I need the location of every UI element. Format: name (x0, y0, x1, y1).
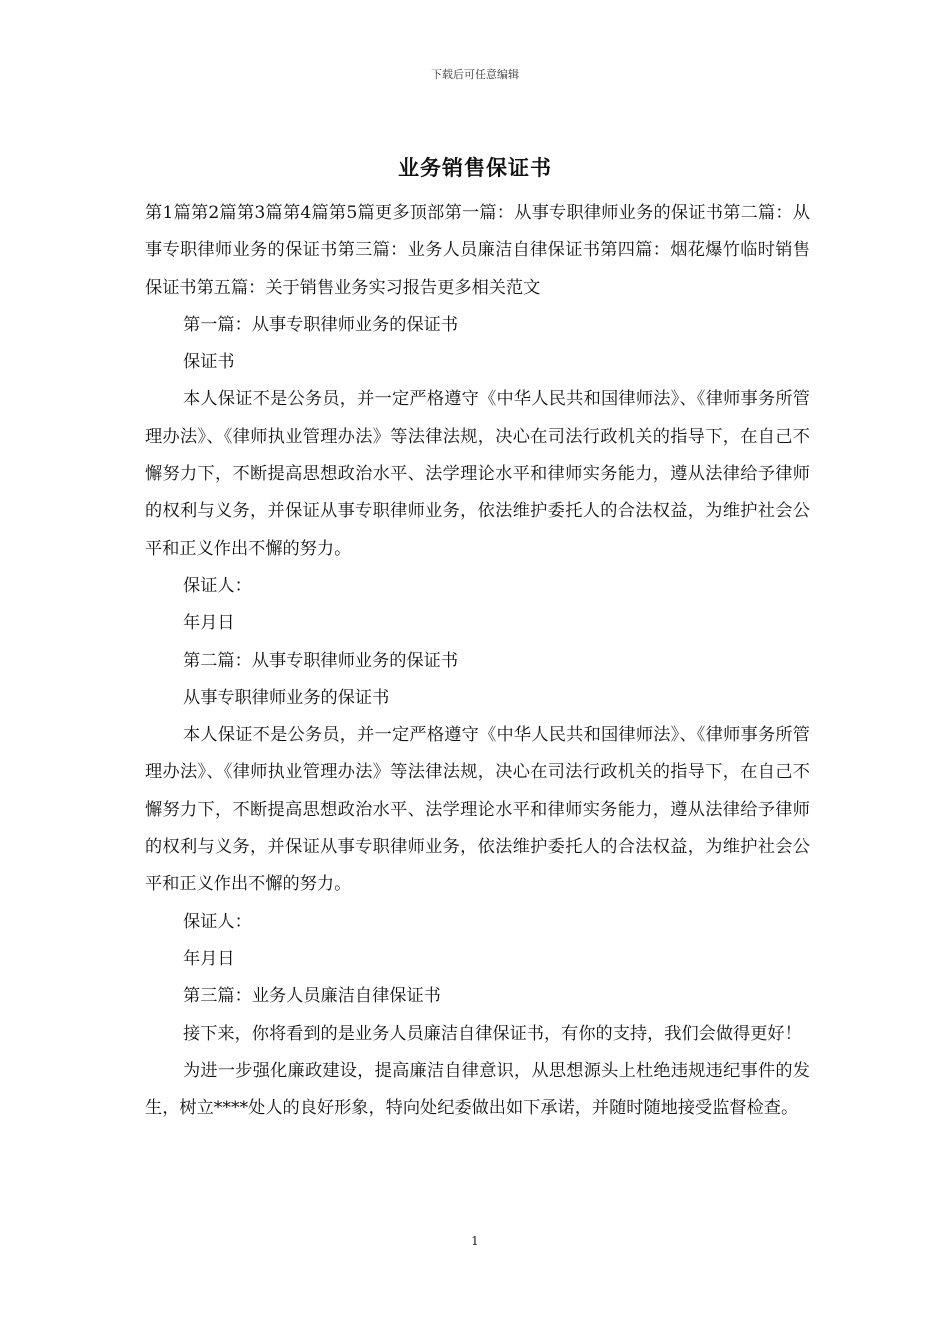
section-3-intro: 接下来，你将看到的是业务人员廉洁自律保证书，有你的支持，我们会做得更好！ (183, 1023, 802, 1044)
section-2-date-label: 年月日 (183, 948, 235, 969)
section-1-subtitle: 保证书 (183, 352, 235, 373)
section-1-date-label: 年月日 (183, 613, 235, 634)
table-of-contents-paragraph: 第1篇第2篇第3篇第4篇第5篇更多顶部第一篇：从事专职律师业务的保证书第二篇：从事专职律师业务的保证书第三篇：业务人员廉洁自律保证书第四篇：烟花爆竹临时销售保证书第五篇：关于销售业务实习报告更多相关范文 (145, 203, 810, 298)
section-3-heading: 第三篇：业务人员廉洁自律保证书 (183, 986, 441, 1007)
page-header: 下载后可任意编辑 (431, 68, 519, 81)
section-2-guarantor-label: 保证人： (183, 911, 252, 932)
page-number: 1 (471, 1234, 479, 1248)
section-2-heading: 第二篇：从事专职律师业务的保证书 (183, 650, 459, 671)
section-1-heading: 第一篇：从事专职律师业务的保证书 (183, 314, 459, 335)
section-3-body: 为进一步强化廉政建设，提高廉洁自律意识，从思想源头上杜绝违规违纪事件的发生，树立****处人的良好形象，特向处纪委做出如下承诺，并随时随地接受监督检查。 (145, 1060, 810, 1119)
section-2-subtitle: 从事专职律师业务的保证书 (183, 687, 390, 708)
section-1-body: 本人保证不是公务员，并一定严格遵守《中华人民共和国律师法》、《律师事务所管理办法》、《律师执业管理办法》等法律法规，决心在司法行政机关的指导下，在自己不懈努力下，不断提高思想政治水平、法学理论水平和律师实务能力，遵从法律给予律师的权利与义务，并保证从事专职律师业务，依法维护委托人的合法权益，为维护社会公平和正义作出不懈的努力。 (145, 389, 810, 559)
document-title: 业务销售保证书 (398, 155, 552, 180)
document-body (145, 195, 810, 1127)
section-1-guarantor-label: 保证人： (183, 575, 252, 596)
section-2-body: 本人保证不是公务员，并一定严格遵守《中华人民共和国律师法》、《律师事务所管理办法》、《律师执业管理办法》等法律法规，决心在司法行政机关的指导下，在自己不懈努力下，不断提高思想政治水平、法学理论水平和律师实务能力，遵从法律给予律师的权利与义务，并保证从事专职律师业务，依法维护委托人的合法权益，为维护社会公平和正义作出不懈的努力。 (145, 725, 810, 895)
